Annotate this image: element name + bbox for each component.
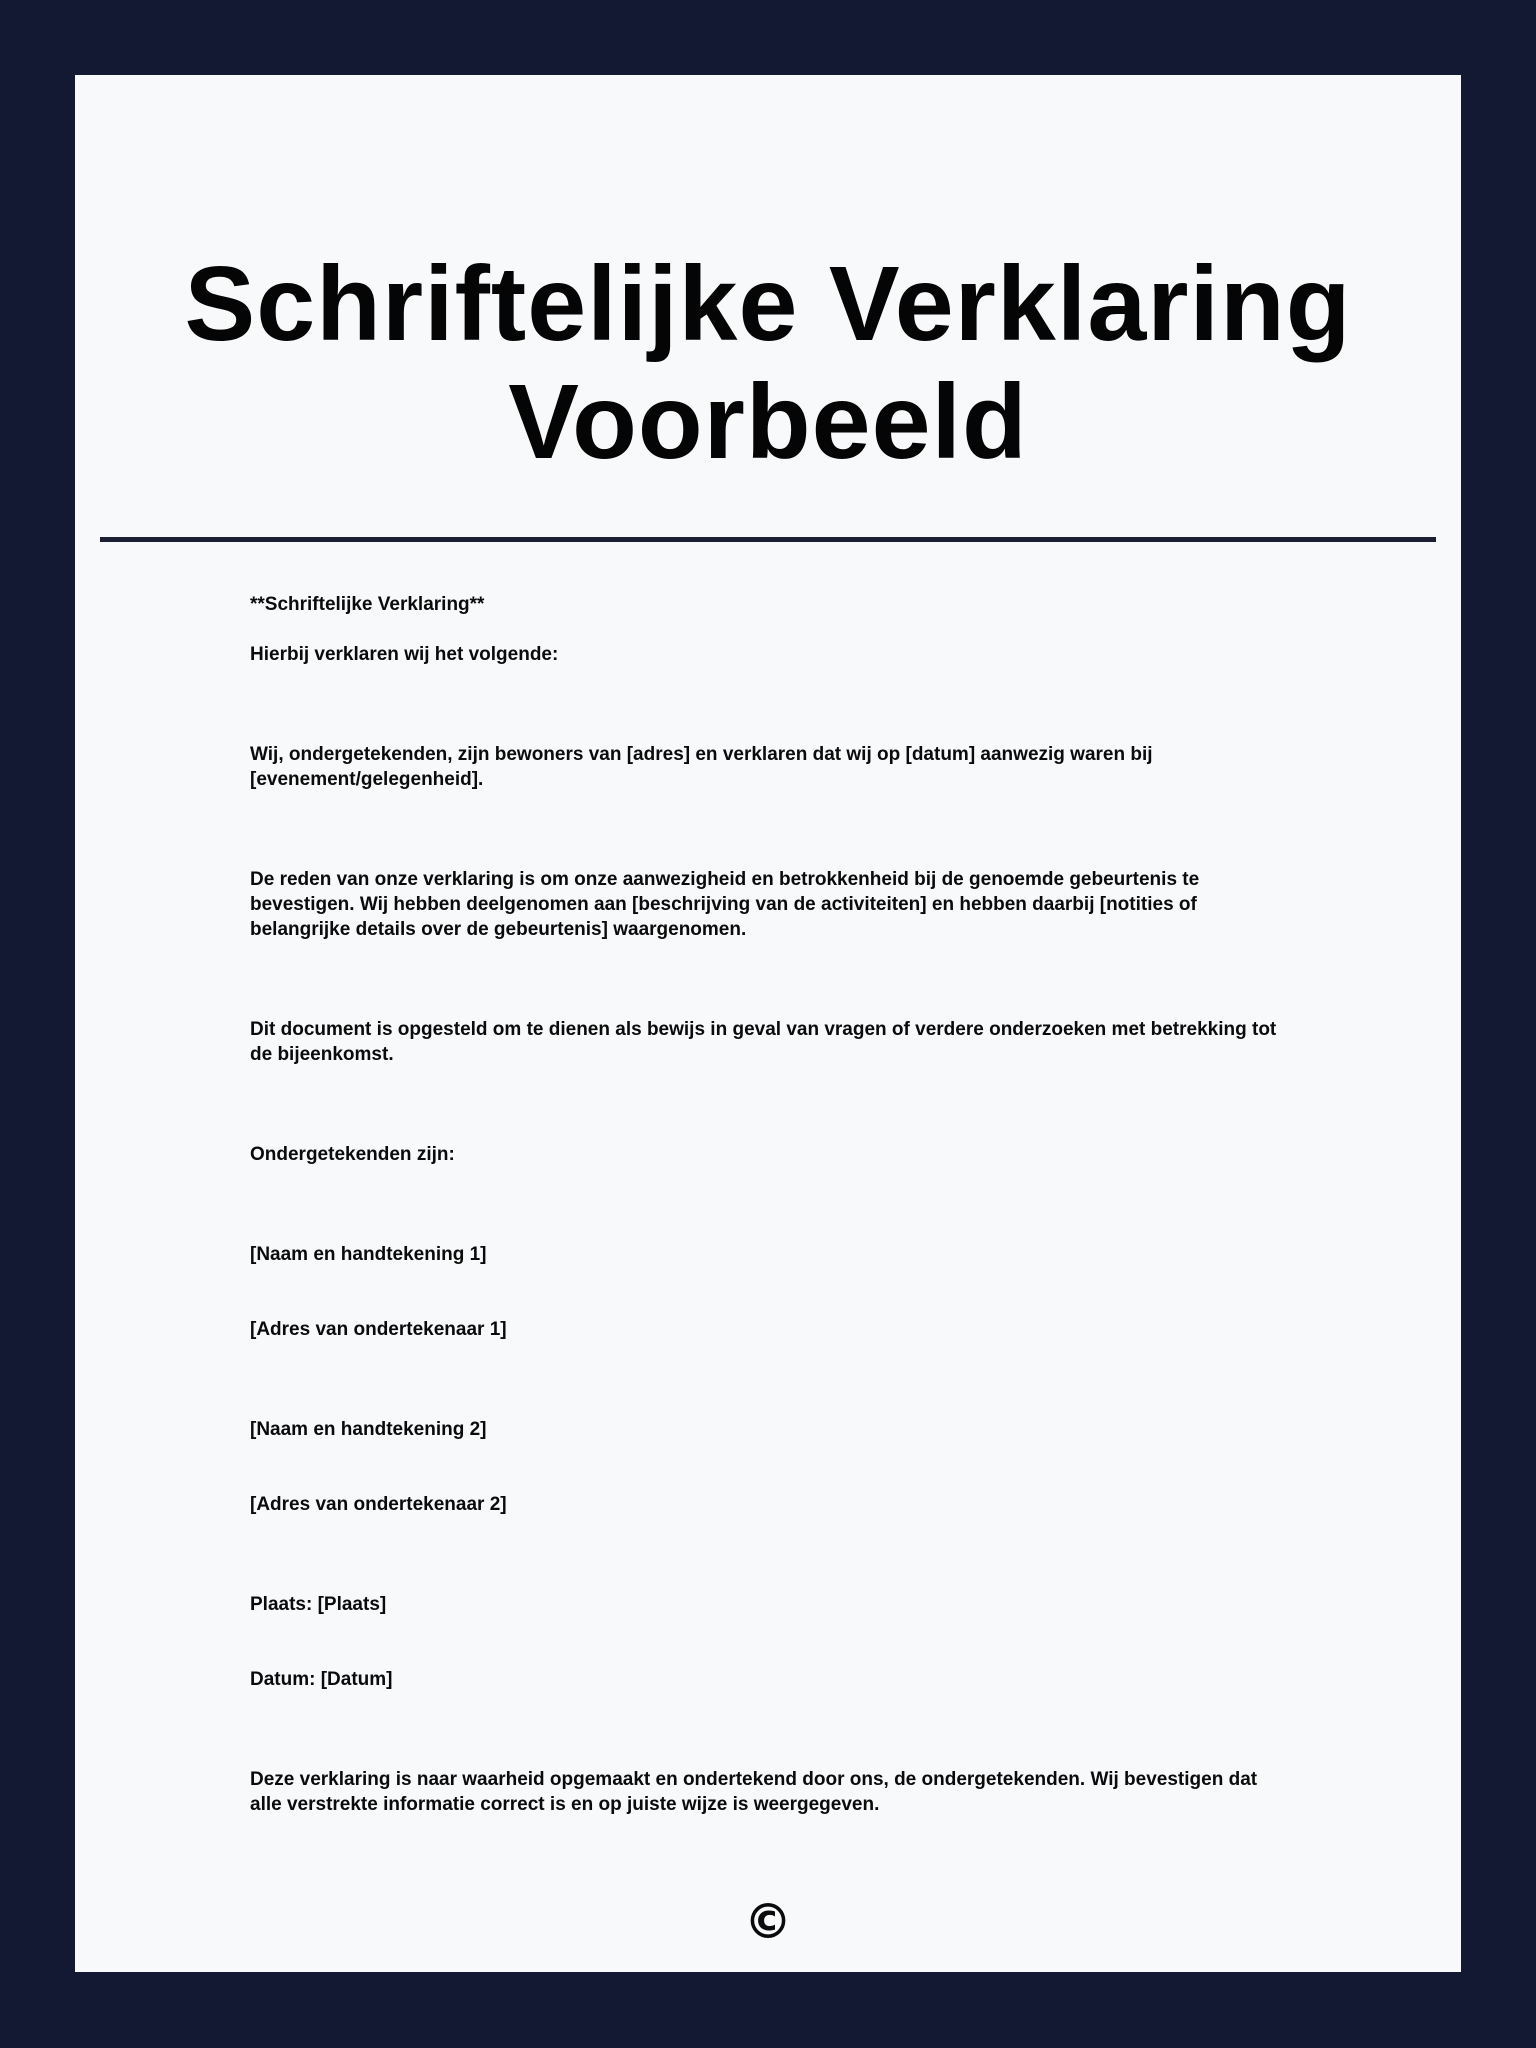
copyright-icon: © <box>744 1894 792 1950</box>
body-heading: **Schriftelijke Verklaring** <box>250 594 485 615</box>
signer-1-address: [Adres van ondertekenaar 1] <box>250 1319 507 1340</box>
place-field: Plaats: [Plaats] <box>250 1594 387 1615</box>
title-line-2: Voorbeeld <box>508 363 1028 481</box>
closing-statement: Deze verklaring is naar waarheid opgemaakt en ondertekend door ons, de ondergetekenden. Wij bevestigen dat alle verstrekte informatie correct is en op juiste wijze is weergegeven. <box>250 1769 1258 1815</box>
paragraph-reason: De reden van onze verklaring is om onze aanwezigheid en betrokkenheid bij de genoemde gebeurtenis te bevestigen. Wij hebben deelgenomen aan [beschrijving van de activiteiten] en hebben daarbij [notities of belangrijke details over de gebeurtenis] waargenomen. <box>250 869 1200 940</box>
signer-1-name: [Naam en handtekening 1] <box>250 1244 487 1265</box>
date-field: Datum: [Datum] <box>250 1669 393 1690</box>
signer-2-address: [Adres van ondertekenaar 2] <box>250 1494 507 1515</box>
document-page <box>75 75 1461 1972</box>
document-title <box>75 245 1461 481</box>
title-line-1: Schriftelijke Verklaring <box>184 245 1352 363</box>
paragraph-attendance: Wij, ondergetekenden, zijn bewoners van [adres] en verklaren dat wij op [datum] aanwezig waren bij [evenement/gelegenheid]. <box>250 744 1153 790</box>
title-divider <box>100 537 1436 542</box>
signatories-label: Ondergetekenden zijn: <box>250 1144 455 1165</box>
document-body <box>250 592 1290 1817</box>
signer-2-name: [Naam en handtekening 2] <box>250 1419 487 1440</box>
paragraph-evidence: Dit document is opgesteld om te dienen als bewijs in geval van vragen of verdere onderzoeken met betrekking tot de bijeenkomst. <box>250 1019 1277 1065</box>
intro-text: Hierbij verklaren wij het volgende: <box>250 644 559 665</box>
